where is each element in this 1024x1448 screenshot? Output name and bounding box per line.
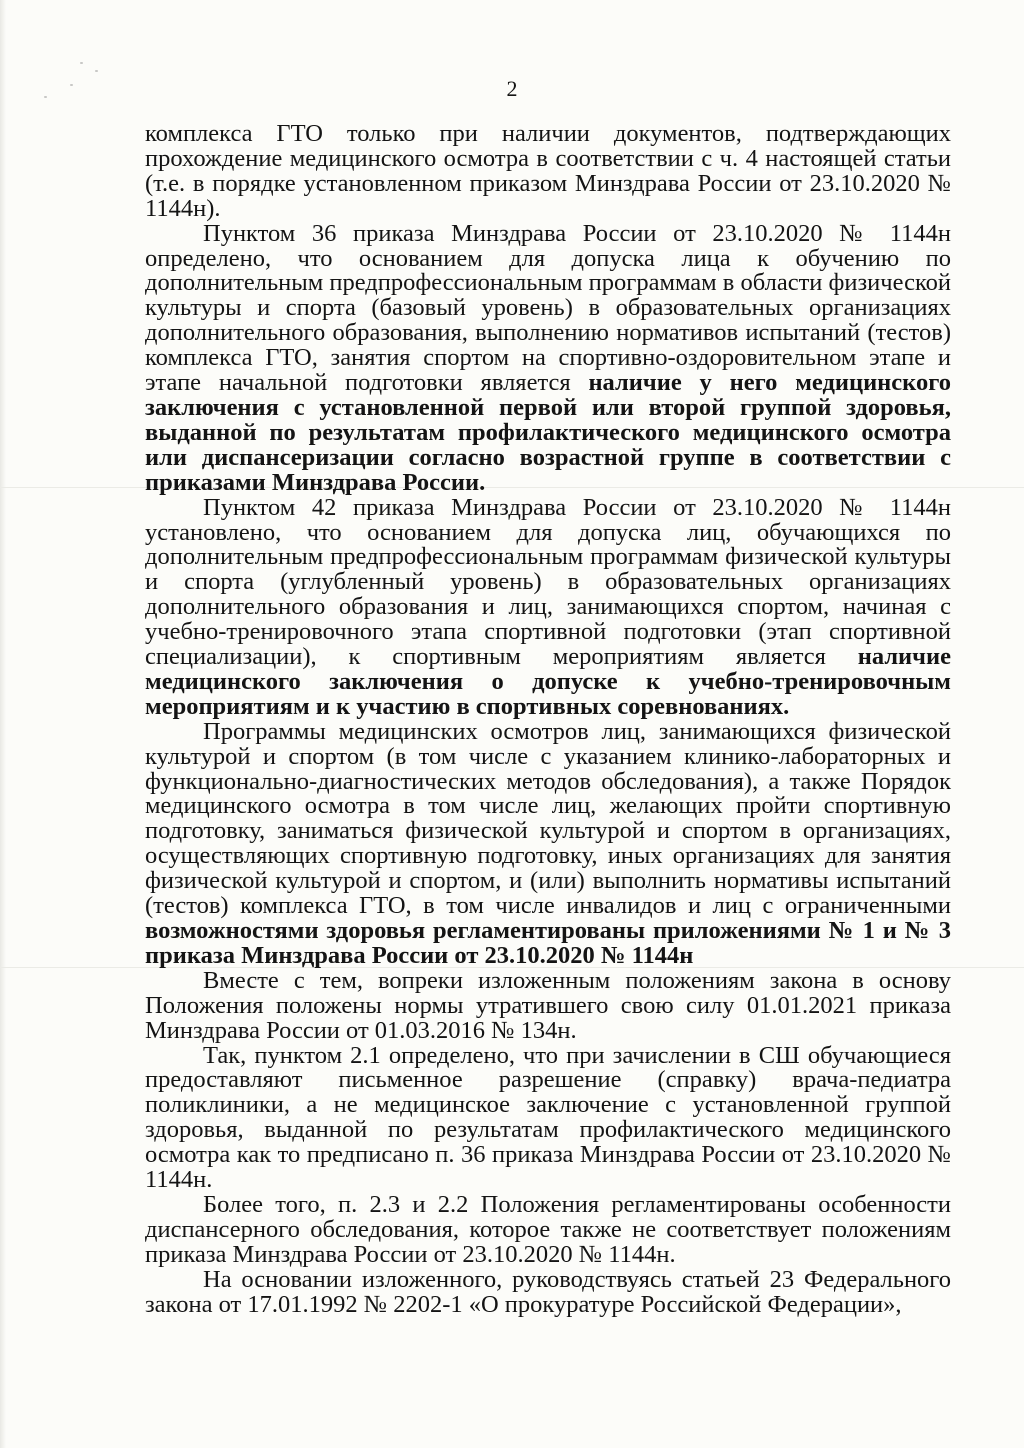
text-segment: Так, пунктом 2.1 определено, что при зачислении в СШ обучающиеся предоставляют письменное разрешение (справку) врача-педиатра поликлиники, а не медицинское заключение с установленной группой здоровья, выданной по результатам профилактического медицинского осмотра как то предписано п. 36 приказа Минздрава России от 23.10.2020 № 1144н. [145,1041,951,1194]
paragraph [145,122,951,222]
text-segment: Пунктом 42 приказа Минздрава России от 23.10.2020 № 1144н установлено, что основанием для допуска лиц, обучающихся по дополнительным предпрофессиональным программам физической культуры и спорта (углубленный уровень) в образовательных организациях дополнительного образования и лиц, занимающихся спортом, начиная с учебно-тренировочного этапа спортивной подготовки (этап спортивной специализации), к спортивным мероприятиям является [145,493,951,671]
document-body [145,122,951,1318]
text-segment: комплекса ГТО только при наличии документов, подтверждающих прохождение медицинского осмотра в соответствии с ч. 4 настоящей статьи (т.е. в порядке установленном приказом Минздрава России от 23.10.2020 № 1144н). [145,120,951,222]
scan-speck [95,70,98,72]
paragraph [145,717,951,969]
scan-edge-shadow [0,0,6,1448]
bold-text-segment: возможностями здоровья регламентированы приложениями № 1 и № 3 приказа Минздрава России от 23.10.2020 № 1144н [145,917,951,969]
paragraph [145,219,951,496]
bold-text-segment: наличие медицинского заключения о допуске к учебно-тренировочным мероприятиям и к участию в спортивных соревнованиях. [145,643,951,720]
paragraph [145,1041,951,1194]
paragraph [145,1265,951,1318]
text-segment: Программы медицинских осмотров лиц, занимающихся физической культурой и спортом (в том числе с указанием клинико-лабораторных и функционально-диагностических методов обследования), а также Порядок медицинского осмотра в том числе лиц, желающих пройти спортивную подготовку, заниматься физической культурой и спортом в организациях, осуществляющих спортивную подготовку, иных организациях для занятия физической культурой и спортом, и (или) выполнить нормативы испытаний (тестов) комплекса ГТО, в том числе инвалидов и лиц с ограниченными [145,717,951,920]
text-segment: Более того, п. 2.3 и 2.2 Положения регламентированы особенности диспансерного обследования, которое также не соответствует положениям приказа Минздрава России от 23.10.2020 № 1144н. [145,1190,951,1268]
text-segment: На основании изложенного, руководствуясь статьей 23 Федерального закона от 17.01.1992 № 2202-1 «О прокуратуре Российской Федерации», [145,1265,951,1318]
paragraph [145,1190,951,1268]
text-segment: Пунктом 36 приказа Минздрава России от 23.10.2020 № 1144н определено, что основанием для допуска лица к обучению по дополнительным предпрофессиональным программам в области физической культуры и спорта (базовый уровень) в образовательных организациях дополнительного образования, выполнению нормативов испытаний (тестов) комплекса ГТО, занятия спортом на спортивно-оздоровительном этапе и этапе начальной подготовки является [145,219,951,397]
scan-speck [80,62,83,64]
paragraph [145,493,951,720]
paragraph [145,966,951,1044]
page-number: 2 [506,76,518,101]
text-segment: Вместе с тем, вопреки изложенным положениям закона в основу Положения положены нормы утратившего свою силу 01.01.2021 приказа Минздрава России от 01.03.2016 № 134н. [145,966,951,1044]
bold-text-segment: наличие у него медицинского заключения с установленной первой или второй группой здоровья, выданной по результатам профилактического медицинского осмотра или диспансеризации согласно возрастной группе в соответствии с приказами Минздрава России. [145,369,951,496]
